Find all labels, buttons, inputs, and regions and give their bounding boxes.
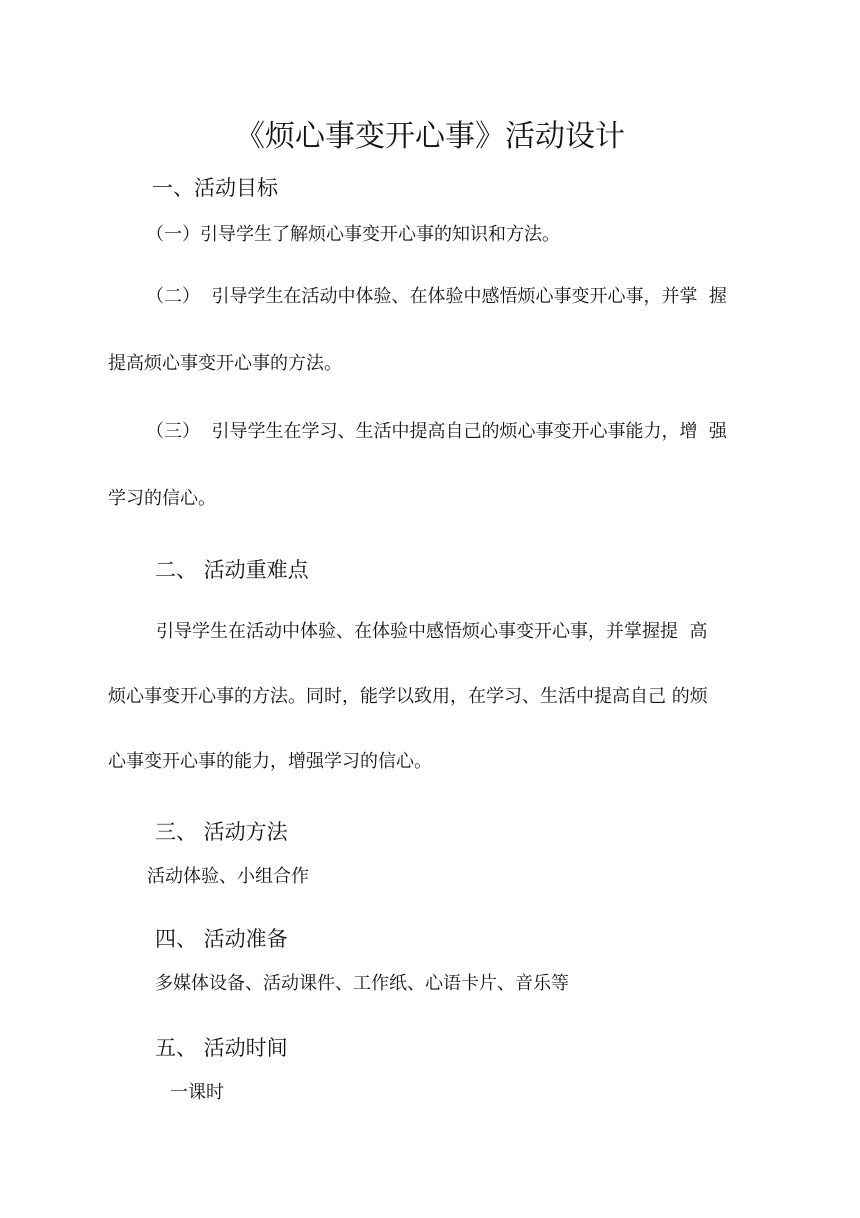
section-heading-goals: 一、活动目标: [152, 176, 278, 200]
goal-item-3-line-1: （三） 引导学生在学习、生活中提高自己的烦心事变开心事能力，增 强: [146, 421, 727, 442]
key-points-line-1: 引导学生在活动中体验、在体验中感悟烦心事变开心事，并掌握提 高: [156, 621, 708, 642]
section-heading-key-points: 二、 活动重难点: [155, 558, 309, 582]
goal-item-2-line-1: （二） 引导学生在活动中体验、在体验中感悟烦心事变开心事，并掌 握: [146, 286, 727, 307]
document-title: 《烦心事变开心事》活动设计: [235, 119, 625, 154]
goal-item-1: （一）引导学生了解烦心事变开心事的知识和方法。: [146, 224, 560, 245]
time-content: 一课时: [170, 1082, 224, 1103]
method-content: 活动体验、小组合作: [147, 866, 309, 887]
section-heading-preparation: 四、 活动准备: [155, 927, 288, 951]
goal-item-2-line-2: 提高烦心事变开心事的方法。: [108, 353, 342, 374]
section-heading-time: 五、 活动时间: [155, 1036, 288, 1060]
preparation-content: 多媒体设备、活动课件、工作纸、心语卡片、音乐等: [155, 973, 569, 994]
key-points-line-3: 心事变开心事的能力，增强学习的信心。: [108, 751, 432, 772]
goal-item-3-line-2: 学习的信心。: [108, 488, 216, 509]
key-points-line-2: 烦心事变开心事的方法。同时，能学以致用，在学习、生活中提高自己 的烦: [108, 686, 708, 707]
section-heading-method: 三、 活动方法: [155, 820, 288, 844]
